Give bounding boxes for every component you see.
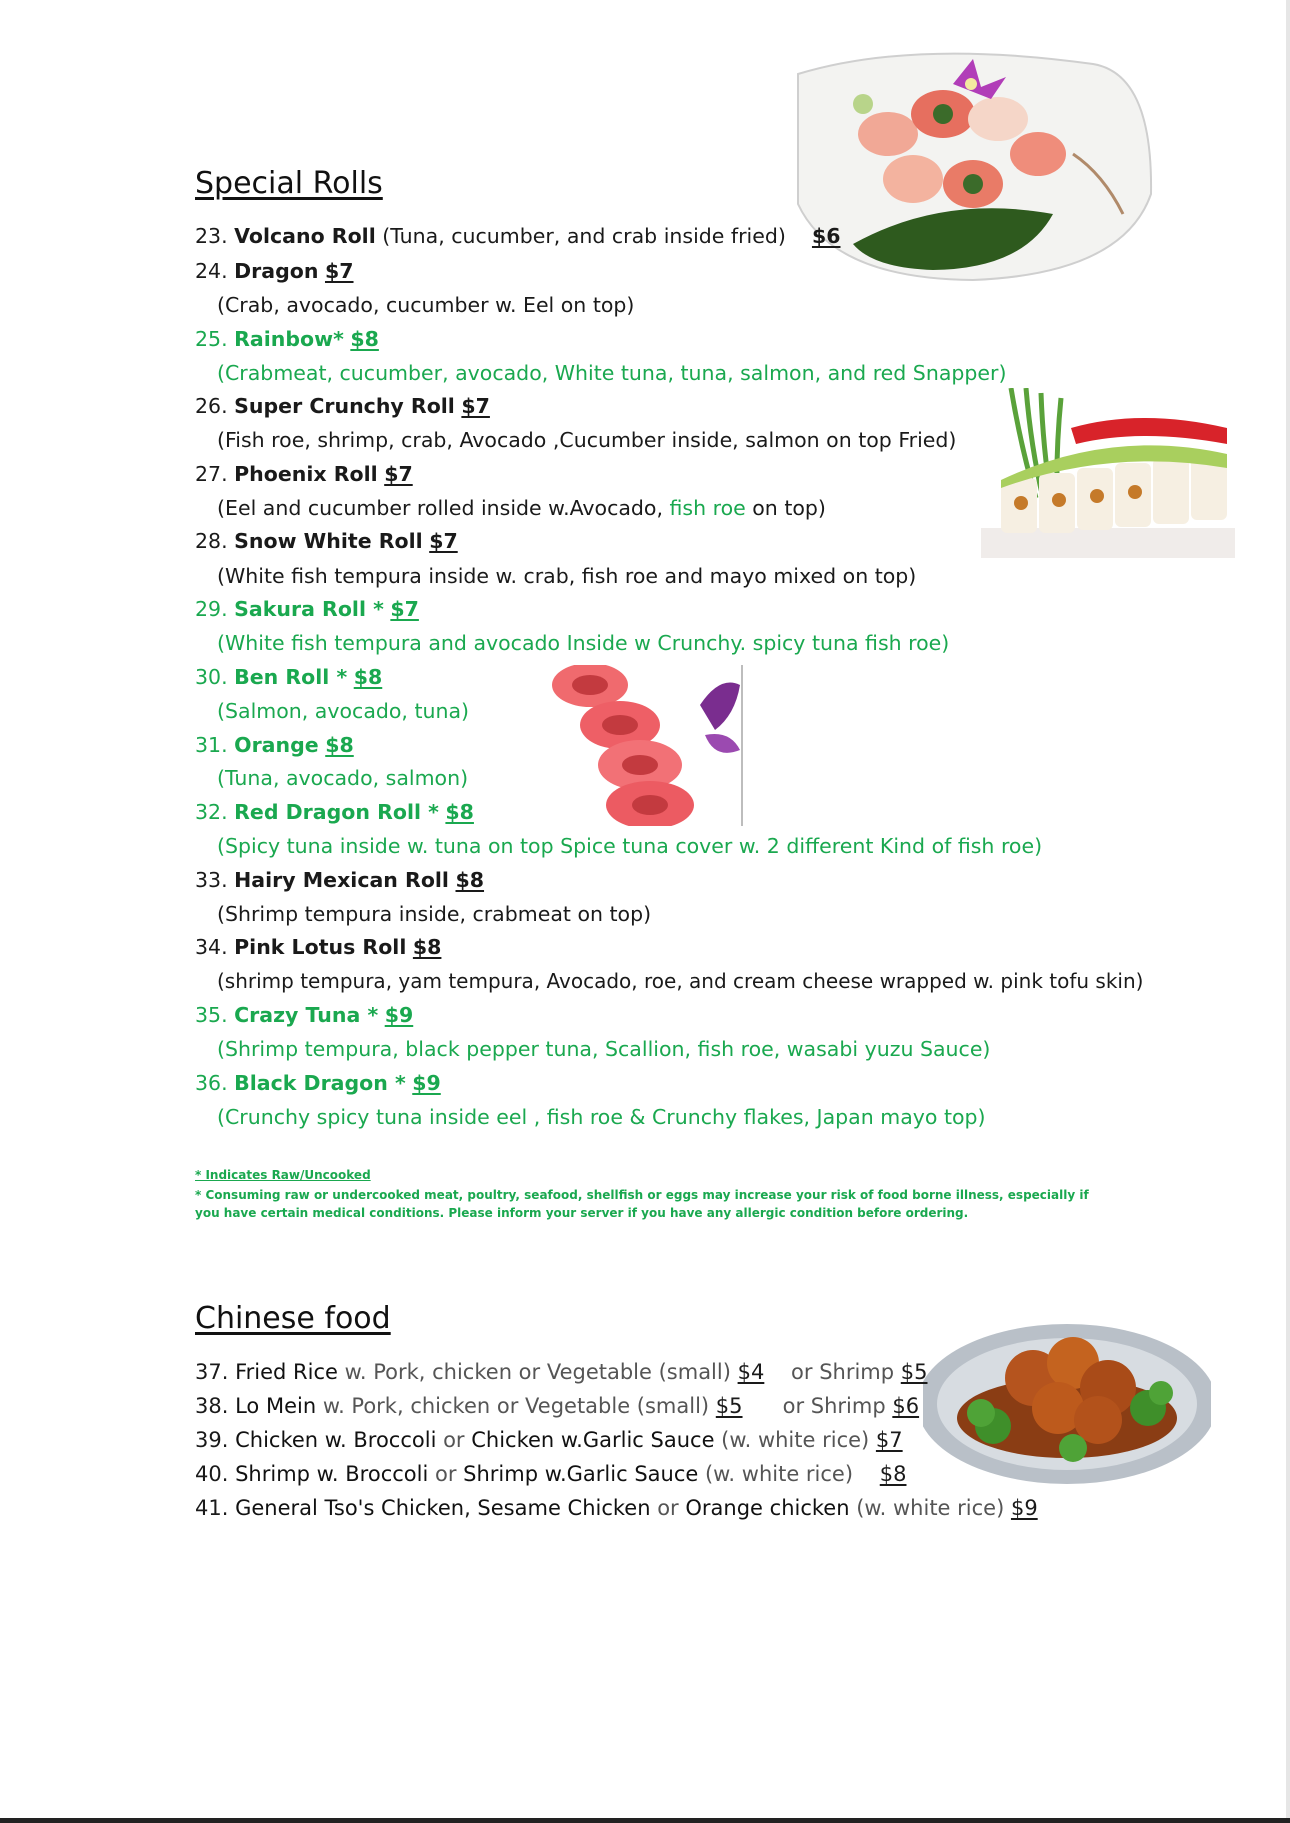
price: $9	[412, 1071, 441, 1095]
menu-item-41: 41. General Tso's Chicken, Sesame Chicken or Orange chicken (w. white rice) $9	[195, 1496, 1038, 1520]
price: $8	[350, 327, 379, 351]
consumer-warning: * Consuming raw or undercooked meat, poultry, seafood, shellfish or eggs may increase your risk of food borne illness, especially if you have certain medical conditions. Please inform your server if you have any allergic condition before ordering.	[195, 1188, 1089, 1220]
menu-item-29: 29. Sakura Roll * $7	[195, 597, 419, 621]
price: $8	[353, 665, 383, 689]
menu-item-37: 37. Fried Rice w. Pork, chicken or Vegetable (small) $4 or Shrimp $5	[195, 1360, 928, 1384]
price: $7	[324, 259, 354, 283]
price: $5	[715, 1394, 743, 1418]
price: $8	[455, 868, 485, 892]
menu-item-26: 26. Super Crunchy Roll $7	[195, 394, 490, 418]
menu-item-33: 33. Hairy Mexican Roll $8	[195, 868, 485, 892]
price: $5	[900, 1360, 928, 1384]
sushi-platter-image	[793, 44, 1156, 284]
price: $7	[429, 529, 458, 553]
menu-item-33-desc: (Shrimp tempura inside, crabmeat on top)	[217, 902, 652, 926]
price: $8	[445, 800, 474, 824]
menu-item-24: 24. Dragon $7	[195, 259, 354, 283]
menu-item-38: 38. Lo Mein w. Pork, chicken or Vegetable (small) $5 or Shrimp $6	[195, 1394, 920, 1418]
price: $6	[892, 1394, 920, 1418]
menu-item-25-desc: (Crabmeat, cucumber, avocado, White tuna, tuna, salmon, and red Snapper)	[217, 361, 1007, 385]
special-rolls-title: Special Rolls	[195, 166, 383, 201]
menu-item-34: 34. Pink Lotus Roll $8	[195, 935, 442, 959]
price: $7	[384, 462, 413, 486]
price: $9	[1010, 1496, 1038, 1520]
menu-item-31: 31. Orange $8	[195, 733, 354, 757]
menu-item-31-desc: (Tuna, avocado, salmon)	[217, 766, 469, 790]
raw-indicator-note: * Indicates Raw/Uncooked	[195, 1168, 371, 1182]
menu-item-28-desc: (White fish tempura inside w. crab, fish roe and mayo mixed on top)	[217, 564, 917, 588]
price: $7	[875, 1428, 903, 1452]
dragon-roll-image	[981, 388, 1235, 558]
price: $6	[811, 224, 841, 248]
price: $8	[879, 1462, 907, 1486]
price: $9	[384, 1003, 414, 1027]
general-tso-chicken-image	[923, 1308, 1211, 1484]
menu-item-35-desc: (Shrimp tempura, black pepper tuna, Scallion, fish roe, wasabi yuzu Sauce)	[217, 1037, 991, 1061]
price: $4	[737, 1360, 765, 1384]
menu-item-39: 39. Chicken w. Broccoli or Chicken w.Garlic Sauce (w. white rice) $7	[195, 1428, 903, 1452]
menu-item-32: 32. Red Dragon Roll * $8	[195, 800, 474, 824]
menu-item-26-desc: (Fish roe, shrimp, crab, Avocado ,Cucumber inside, salmon on top Fried)	[217, 428, 957, 452]
price: $8	[412, 935, 442, 959]
menu-item-32-desc: (Spicy tuna inside w. tuna on top Spice tuna cover w. 2 different Kind of fish roe)	[217, 834, 1043, 858]
menu-item-36: 36. Black Dragon * $9	[195, 1071, 441, 1095]
menu-item-28: 28. Snow White Roll $7	[195, 529, 458, 553]
menu-item-30: 30. Ben Roll * $8	[195, 665, 383, 689]
menu-item-30-desc: (Salmon, avocado, tuna)	[217, 699, 470, 723]
menu-item-27: 27. Phoenix Roll $7	[195, 462, 413, 486]
menu-item-25: 25. Rainbow* $8	[195, 327, 379, 351]
menu-item-36-desc: (Crunchy spicy tuna inside eel , fish roe & Crunchy flakes, Japan mayo top)	[217, 1105, 986, 1129]
menu-item-35: 35. Crazy Tuna * $9	[195, 1003, 414, 1027]
menu-item-34-desc: (shrimp tempura, yam tempura, Avocado, roe, and cream cheese wrapped w. pink tofu skin)	[217, 969, 1144, 993]
menu-item-27-desc: (Eel and cucumber rolled inside w.Avocado, fish roe on top)	[217, 496, 826, 520]
page-edge	[1286, 0, 1290, 1823]
menu-item-24-desc: (Crab, avocado, cucumber w. Eel on top)	[217, 293, 635, 317]
menu-item-40: 40. Shrimp w. Broccoli or Shrimp w.Garlic Sauce (w. white rice) $8	[195, 1462, 907, 1486]
price: $7	[390, 597, 419, 621]
menu-item-23: 23. Volcano Roll (Tuna, cucumber, and crab inside fried) $6	[195, 224, 841, 248]
page-bottom-border	[0, 1818, 1290, 1823]
menu-item-29-desc: (White fish tempura and avocado Inside w Crunchy. spicy tuna fish roe)	[217, 631, 950, 655]
red-dragon-roll-image	[540, 665, 744, 826]
price: $8	[325, 733, 354, 757]
chinese-food-title: Chinese food	[195, 1301, 391, 1336]
price: $7	[461, 394, 490, 418]
